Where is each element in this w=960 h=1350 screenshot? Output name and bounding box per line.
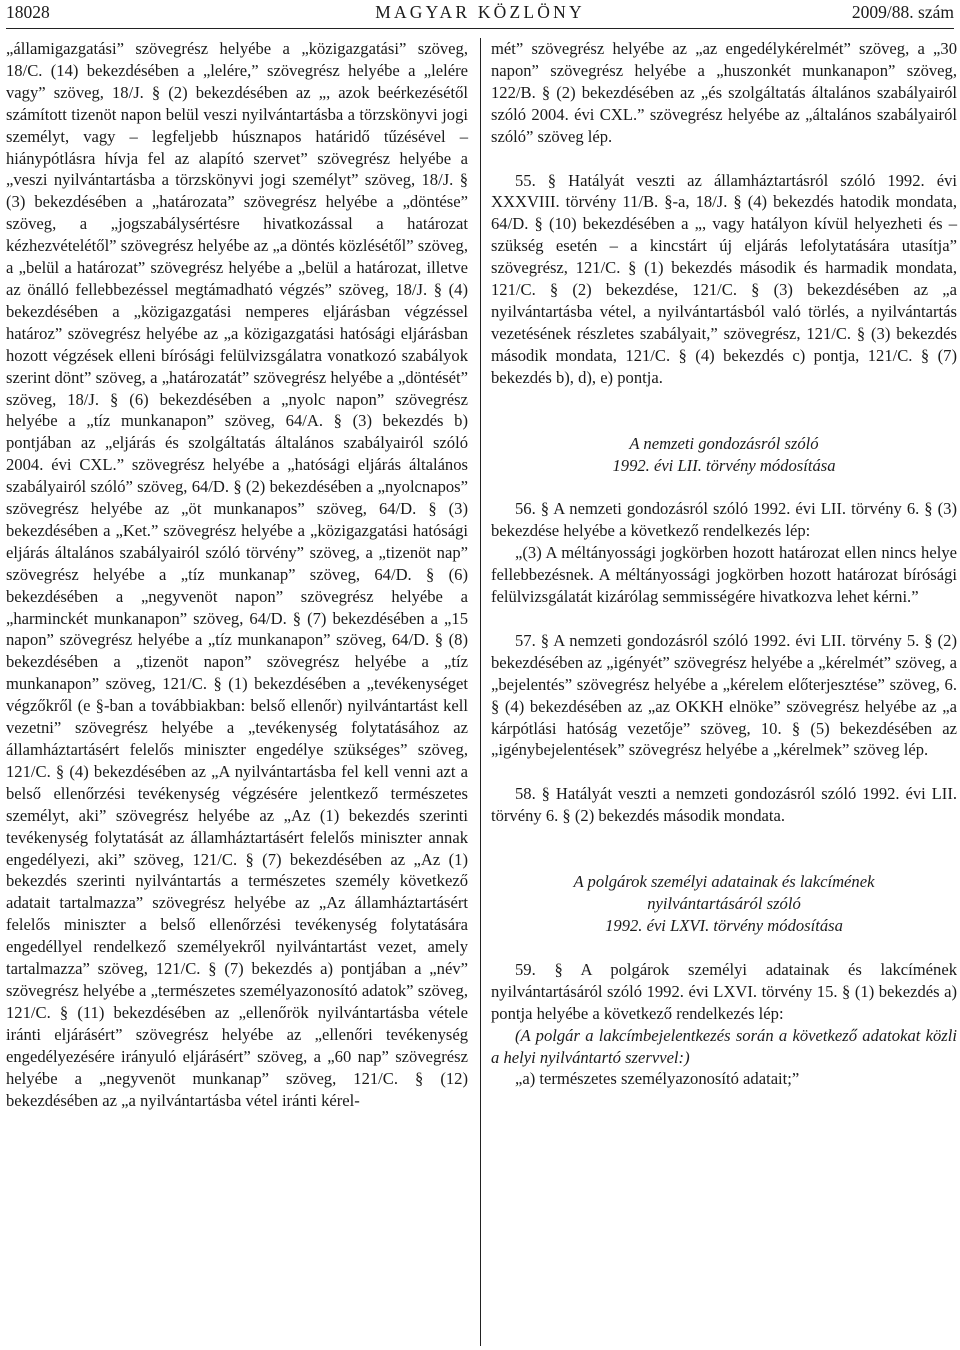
column-divider xyxy=(480,38,481,1346)
section-heading-line: 1992. évi LII. törvény módosítása xyxy=(612,455,836,475)
header-rule xyxy=(6,28,954,29)
quoted-point: „a) természetes személyazonosító adatait;” xyxy=(515,1069,800,1089)
issue-number: 2009/88. szám xyxy=(851,2,954,22)
paragraph-continuation: mét” szövegrész helyébe az „az engedélykérelmét” szöveg, a „30 napon” szövegrész helyébe a „huszonkét munkanapon” szöveg, 122/B. § (2) bekezdésében az „és szolgáltatás általános szabályairól szóló 2004. évi CXL.” szövegrész helyébe az „általános szabályairól szóló” szöveg lép. xyxy=(491,39,957,146)
page-header xyxy=(6,2,954,28)
right-column xyxy=(491,38,957,1090)
section-58: 58. § Hatályát veszti a nemzeti gondozásról szóló 1992. évi LII. törvény 6. § (2) bekezdés második mondata. xyxy=(491,784,957,826)
section-heading-line: nyilvántartásáról szóló xyxy=(647,894,801,914)
left-column xyxy=(6,38,468,1111)
quoted-provision: „(3) A méltányossági jogkörben hozott határozat ellen nincs helye fellebbezésnek. A méltányossági jogkörben hozott határozat bírósági felülvizsgálatát kizárólag semmisségére hivatkozva lehet kérni.” xyxy=(491,543,957,607)
section-59: 59. § A polgárok személyi adatainak és lakcímének nyilvántartásáról szóló 1992. évi LXVI. törvény 15. § (1) bekezdés a) pontja helyébe a következő rendelkezés lép: xyxy=(491,959,957,1023)
journal-title: MAGYAR KÖZLÖNY xyxy=(375,2,585,22)
section-56: 56. § A nemzeti gondozásról szóló 1992. évi LII. törvény 6. § (3) bekezdése helyébe a következő rendelkezés lép: xyxy=(491,499,957,541)
left-paragraph: „államigazgatási” szövegrész helyébe a „közigazgatási” szöveg, 18/C. (14) bekezdésében a „lelére,” szövegrész helyébe a „lelére vagy” szöveg, 18/J. § (2) bekezdésében az „, azok beérkezésétől számított tizenöt napon belül veszi nyilvántartásba a törzskönyvi jogi személyt, vagy – legfeljebb húsznapos határidő tűzésével – hiánypótlásra hívja fel az alapító szervet” szövegrész helyébe a „veszi nyilvántartásba a törzskönyvi jogi személyt” szöveg, 18/J. § (3) bekezdésében a „határozata” szövegrész helyébe a „döntése” szöveg, a „jogszabálysértésre hivatkozással a határozat kézhezvételétől” szövegrész helyébe az „a döntés közlésétől” szöveg, a „belül a határozat” szövegrész helyébe a „belül a határozat, illetve az önálló fellebbezéssel megtámadható végzés” szöveg, 18/J. § (4) bekezdésében a „közigazgatási nemperes eljárásban végzéssel határoz” szövegrész helyébe az „a közigazgatási hatósági eljárásban hozott végzések elleni bírósági felülvizsgálatra vonatkozó szabályok szerint dönt” szöveg, a „határozatát” szövegrész helyébe a „döntését” szöveg, 18/J. § (6) bekezdésében a „nyolc napon” szövegrész helyébe a „tíz munkanapon” szöveg, 64/A. § (3) bekezdés b) pontjában az „eljárás és szolgáltatás általános szabályairól szóló 2004. évi CXL.” szövegrész helyébe a „hatósági eljárás általános szabályairól szóló” szöveg, 64/D. § (2) bekezdésében a „nyolcnapos” szövegrész helyébe az „öt munkanapos” szöveg, 64/D. § (3) bekezdésében a „Ket.” szövegrész helyébe a „közigazgatási hatósági eljárás általános szabályairól szóló törvény” szöveg, a „tizenöt nap” szövegrész helyébe a „tíz munkanap” szöveg, 64/D. § (6) bekezdésében a „negyvenöt napon” szövegrész helyébe a „harminckét munkanapon” szöveg, 64/D. § (7) bekezdésében a „15 napon” szövegrész helyébe a „tíz munkanapon” szöveg, 64/D. § (8) bekezdésében a „tizenöt napon” szövegrész helyébe a „tíz munkanapon” szöveg, 121/C. § (1) bekezdésében a „tevékenységet végzőkről (e §-ban a továbbiakban: belső ellenőr) nyilvántartást kell vezetni” szövegrész helyébe a „tevékenység folytatásához az államháztartásért felelős miniszter engedélye szükséges” szöveg, 121/C. § (4) bekezdésében az „A nyilvántartásba fel kell venni azt a belső ellenőrzési tevékenység végzésére jelentkező természetes személyt, aki” szövegrész helyébe az „Az (1) bekezdés szerinti tevékenység folytatását az államháztartásért felelős miniszter annak engedélyezi, aki” szöveg, 121/C. § (7) bekezdésében az „Az (1) bekezdés szerinti nyilvántartás a természetes személy következő adatait tartalmazza” szövegrész helyébe az „Az államháztartásért felelős miniszter a belső ellenőrzési tevékenység folytatására engedéllyel rendelkező személyekről nyilvántartást vezet, amely tartalmazza” szöveg, 121/C. § (7) bekezdés a) pontjában a „név” szövegrész helyébe a „természetes személyazonosító adatok” szöveg, 121/C. § (11) bekezdésében az „ellenőrök nyilvántartásba vétele iránti eljárásért” szövegrész helyébe az „ellenőri tevékenység engedélyezésére irányuló eljárásért” szöveg, a „60 nap” szövegrész helyébe a „negyvenöt munkanap” szöveg, 121/C. § (12) bekezdésében az „a nyilvántartásba vétel iránti kérel- xyxy=(6,39,468,1110)
section-heading-line: A nemzeti gondozásról szóló xyxy=(629,433,819,453)
section-heading-line: A polgárok személyi adatainak és lakcímének xyxy=(573,872,875,892)
section-55: 55. § Hatályát veszti az államháztartásról szóló 1992. évi XXXVIII. törvény 11/B. §-a, 18/J. § (4) bekezdés hatodik mondata, 64/D. § (10) bekezdésében a „, vagy hatályon kívül helyezheti és – szükség esetén – a kincstárt új eljárás lefolytatására utasítja” szövegrész, 121/C. § (1) bekezdés második és harmadik mondata, 121/C. § (2) bekezdése, 121/C. § (3) bekezdésében az „a nyilvántartásba vétel, a nyilvántartásból való törlés, a nyilvántartás vezetésének részletes szabályait,” szövegrész, 121/C. § (3) bekezdés második mondata, 121/C. § (4) bekezdés c) pontja, 121/C. § (7) bekezdés b), d), e) pontja. xyxy=(491,170,957,387)
page-number: 18028 xyxy=(6,2,50,22)
section-heading-line: 1992. évi LXVI. törvény módosítása xyxy=(605,916,843,935)
context-note: (A polgár a lakcímbejelentkezés során a következő adatokat közli a helyi nyilvántartó szervvel:) xyxy=(491,1025,957,1067)
section-57: 57. § A nemzeti gondozásról szóló 1992. évi LII. törvény 5. § (2) bekezdésében az „igényét” szövegrész helyébe a „kérelmét” szöveg, a „bejelentés” szövegrész helyébe a „kérelem előterjesztése” szöveg, 6. § (4) bekezdésében az „az OKKH elnöke” szövegrész helyébe az „a kárpótlási hatóság vezetője” szöveg, 10. § (5) bekezdésében az „igénybejelentések” szövegrész helyébe a „kérelmek” szöveg lép. xyxy=(491,630,957,760)
